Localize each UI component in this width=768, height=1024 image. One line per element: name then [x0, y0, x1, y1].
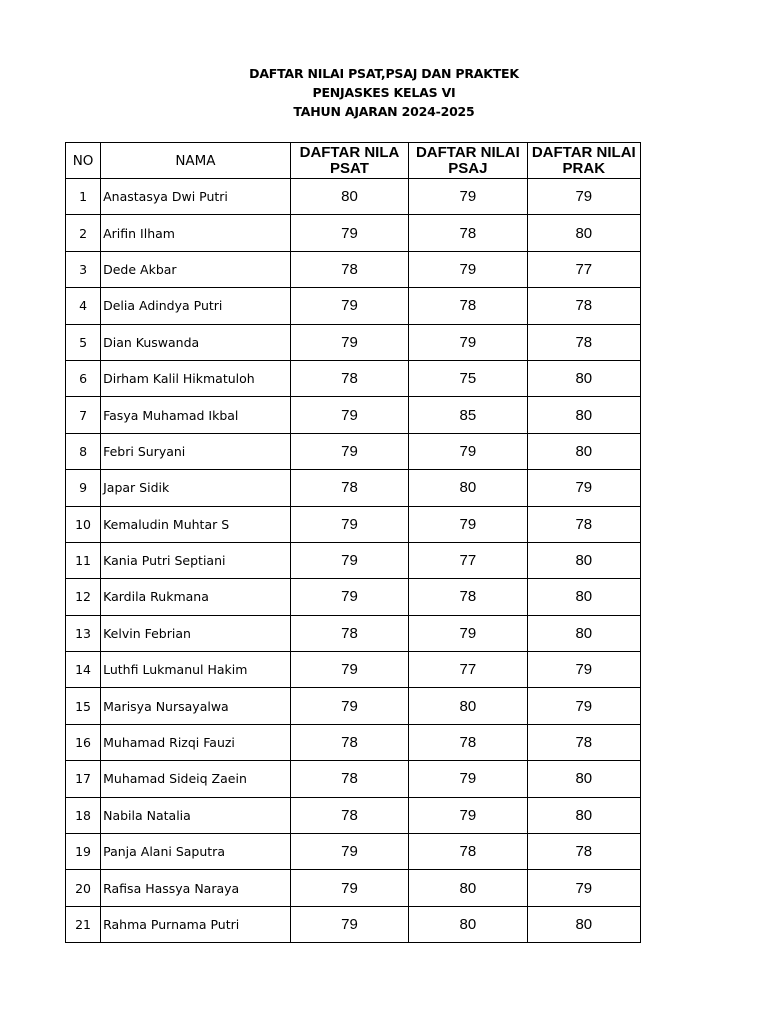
cell-no: 21 — [66, 906, 101, 942]
cell-prak: 79 — [527, 688, 640, 724]
cell-psaj: 79 — [409, 433, 527, 469]
cell-psat: 78 — [290, 797, 408, 833]
cell-psaj: 79 — [409, 179, 527, 215]
cell-psat: 78 — [290, 615, 408, 651]
table-header-row — [66, 143, 641, 179]
table-row — [66, 251, 641, 287]
cell-nama: Nabila Natalia — [101, 797, 291, 833]
cell-nama: Kardila Rukmana — [101, 579, 291, 615]
cell-psat: 79 — [290, 870, 408, 906]
table-row — [66, 506, 641, 542]
table-row — [66, 761, 641, 797]
cell-nama: Luthfi Lukmanul Hakim — [101, 652, 291, 688]
table-row — [66, 652, 641, 688]
table-row — [66, 615, 641, 651]
cell-nama: Delia Adindya Putri — [101, 288, 291, 324]
grades-table — [65, 142, 641, 943]
cell-prak: 80 — [527, 906, 640, 942]
header-prak-line2: PRAK — [562, 159, 606, 177]
cell-psat: 78 — [290, 470, 408, 506]
cell-prak: 78 — [527, 834, 640, 870]
header-prak — [527, 143, 640, 179]
cell-prak: 80 — [527, 397, 640, 433]
cell-nama: Dede Akbar — [101, 251, 291, 287]
cell-prak: 80 — [527, 360, 640, 396]
cell-no: 19 — [66, 834, 101, 870]
table-row — [66, 324, 641, 360]
cell-psaj: 85 — [409, 397, 527, 433]
table-row — [66, 288, 641, 324]
cell-psaj: 77 — [409, 542, 527, 578]
cell-no: 2 — [66, 215, 101, 251]
cell-no: 3 — [66, 251, 101, 287]
cell-psat: 79 — [290, 652, 408, 688]
cell-no: 7 — [66, 397, 101, 433]
cell-prak: 78 — [527, 506, 640, 542]
table-row — [66, 870, 641, 906]
cell-prak: 79 — [527, 870, 640, 906]
header-psaj-line2: PSAJ — [448, 159, 488, 177]
cell-psat: 79 — [290, 324, 408, 360]
table-row — [66, 542, 641, 578]
cell-psaj: 80 — [409, 470, 527, 506]
table-row — [66, 906, 641, 942]
header-psat — [290, 143, 408, 179]
cell-prak: 80 — [527, 215, 640, 251]
cell-prak: 80 — [527, 761, 640, 797]
cell-psaj: 79 — [409, 615, 527, 651]
cell-nama: Panja Alani Saputra — [101, 834, 291, 870]
cell-no: 4 — [66, 288, 101, 324]
cell-psat: 79 — [290, 542, 408, 578]
cell-psat: 79 — [290, 215, 408, 251]
table-row — [66, 360, 641, 396]
cell-psat: 79 — [290, 506, 408, 542]
cell-prak: 78 — [527, 724, 640, 760]
header-psaj — [409, 143, 527, 179]
cell-nama: Dian Kuswanda — [101, 324, 291, 360]
cell-psat: 79 — [290, 288, 408, 324]
cell-nama: Kemaludin Muhtar S — [101, 506, 291, 542]
cell-no: 12 — [66, 579, 101, 615]
table-row — [66, 470, 641, 506]
cell-psaj: 77 — [409, 652, 527, 688]
cell-psaj: 78 — [409, 579, 527, 615]
cell-no: 20 — [66, 870, 101, 906]
cell-psaj: 79 — [409, 251, 527, 287]
cell-psaj: 80 — [409, 688, 527, 724]
cell-nama: Rahma Purnama Putri — [101, 906, 291, 942]
cell-nama: Fasya Muhamad Ikbal — [101, 397, 291, 433]
cell-no: 13 — [66, 615, 101, 651]
cell-prak: 80 — [527, 797, 640, 833]
cell-prak: 80 — [527, 579, 640, 615]
header-nama: NAMA — [101, 143, 291, 179]
cell-psaj: 78 — [409, 724, 527, 760]
cell-psaj: 78 — [409, 834, 527, 870]
cell-prak: 79 — [527, 470, 640, 506]
table-row — [66, 688, 641, 724]
cell-nama: Muhamad Rizqi Fauzi — [101, 724, 291, 760]
cell-no: 6 — [66, 360, 101, 396]
table-row — [66, 724, 641, 760]
header-no: NO — [66, 143, 101, 179]
cell-psat: 78 — [290, 724, 408, 760]
cell-nama: Japar Sidik — [101, 470, 291, 506]
cell-no: 16 — [66, 724, 101, 760]
cell-prak: 78 — [527, 288, 640, 324]
table-row — [66, 834, 641, 870]
cell-nama: Muhamad Sideiq Zaein — [101, 761, 291, 797]
cell-psat: 80 — [290, 179, 408, 215]
cell-psaj: 78 — [409, 215, 527, 251]
title-line-2: PENJASKES KELAS VI — [312, 85, 456, 100]
cell-psaj: 80 — [409, 870, 527, 906]
cell-nama: Marisya Nursayalwa — [101, 688, 291, 724]
cell-nama: Kania Putri Septiani — [101, 542, 291, 578]
cell-prak: 78 — [527, 324, 640, 360]
cell-prak: 79 — [527, 179, 640, 215]
cell-psaj: 80 — [409, 906, 527, 942]
cell-no: 5 — [66, 324, 101, 360]
cell-psaj: 79 — [409, 506, 527, 542]
cell-nama: Kelvin Febrian — [101, 615, 291, 651]
header-psat-line1: DAFTAR NILA — [299, 143, 400, 161]
cell-psat: 79 — [290, 906, 408, 942]
cell-nama: Anastasya Dwi Putri — [101, 179, 291, 215]
document-title — [0, 64, 768, 121]
table-body — [66, 179, 641, 943]
cell-psaj: 75 — [409, 360, 527, 396]
cell-no: 10 — [66, 506, 101, 542]
cell-no: 8 — [66, 433, 101, 469]
cell-prak: 79 — [527, 652, 640, 688]
cell-psat: 79 — [290, 834, 408, 870]
header-psaj-line1: DAFTAR NILAI — [415, 143, 520, 161]
cell-nama: Febri Suryani — [101, 433, 291, 469]
cell-psat: 79 — [290, 433, 408, 469]
cell-prak: 80 — [527, 433, 640, 469]
cell-psat: 79 — [290, 397, 408, 433]
cell-nama: Dirham Kalil Hikmatuloh — [101, 360, 291, 396]
cell-psat: 78 — [290, 761, 408, 797]
cell-psat: 78 — [290, 251, 408, 287]
table-row — [66, 797, 641, 833]
cell-psaj: 79 — [409, 761, 527, 797]
cell-nama: Arifin Ilham — [101, 215, 291, 251]
cell-psaj: 78 — [409, 288, 527, 324]
cell-psat: 78 — [290, 360, 408, 396]
cell-prak: 80 — [527, 615, 640, 651]
cell-no: 14 — [66, 652, 101, 688]
table-row — [66, 397, 641, 433]
header-psat-line2: PSAT — [330, 159, 369, 177]
cell-psat: 79 — [290, 688, 408, 724]
cell-nama: Rafisa Hassya Naraya — [101, 870, 291, 906]
table-row — [66, 433, 641, 469]
table-row — [66, 215, 641, 251]
cell-no: 17 — [66, 761, 101, 797]
cell-no: 11 — [66, 542, 101, 578]
table-row — [66, 179, 641, 215]
cell-no: 1 — [66, 179, 101, 215]
cell-prak: 77 — [527, 251, 640, 287]
cell-prak: 80 — [527, 542, 640, 578]
table-row — [66, 579, 641, 615]
cell-psaj: 79 — [409, 324, 527, 360]
cell-no: 18 — [66, 797, 101, 833]
title-line-1: DAFTAR NILAI PSAT,PSAJ DAN PRAKTEK — [249, 66, 519, 81]
title-line-3: TAHUN AJARAN 2024-2025 — [293, 104, 475, 119]
cell-no: 9 — [66, 470, 101, 506]
cell-psat: 79 — [290, 579, 408, 615]
header-prak-line1: DAFTAR NILAI — [531, 143, 636, 161]
cell-psaj: 79 — [409, 797, 527, 833]
cell-no: 15 — [66, 688, 101, 724]
